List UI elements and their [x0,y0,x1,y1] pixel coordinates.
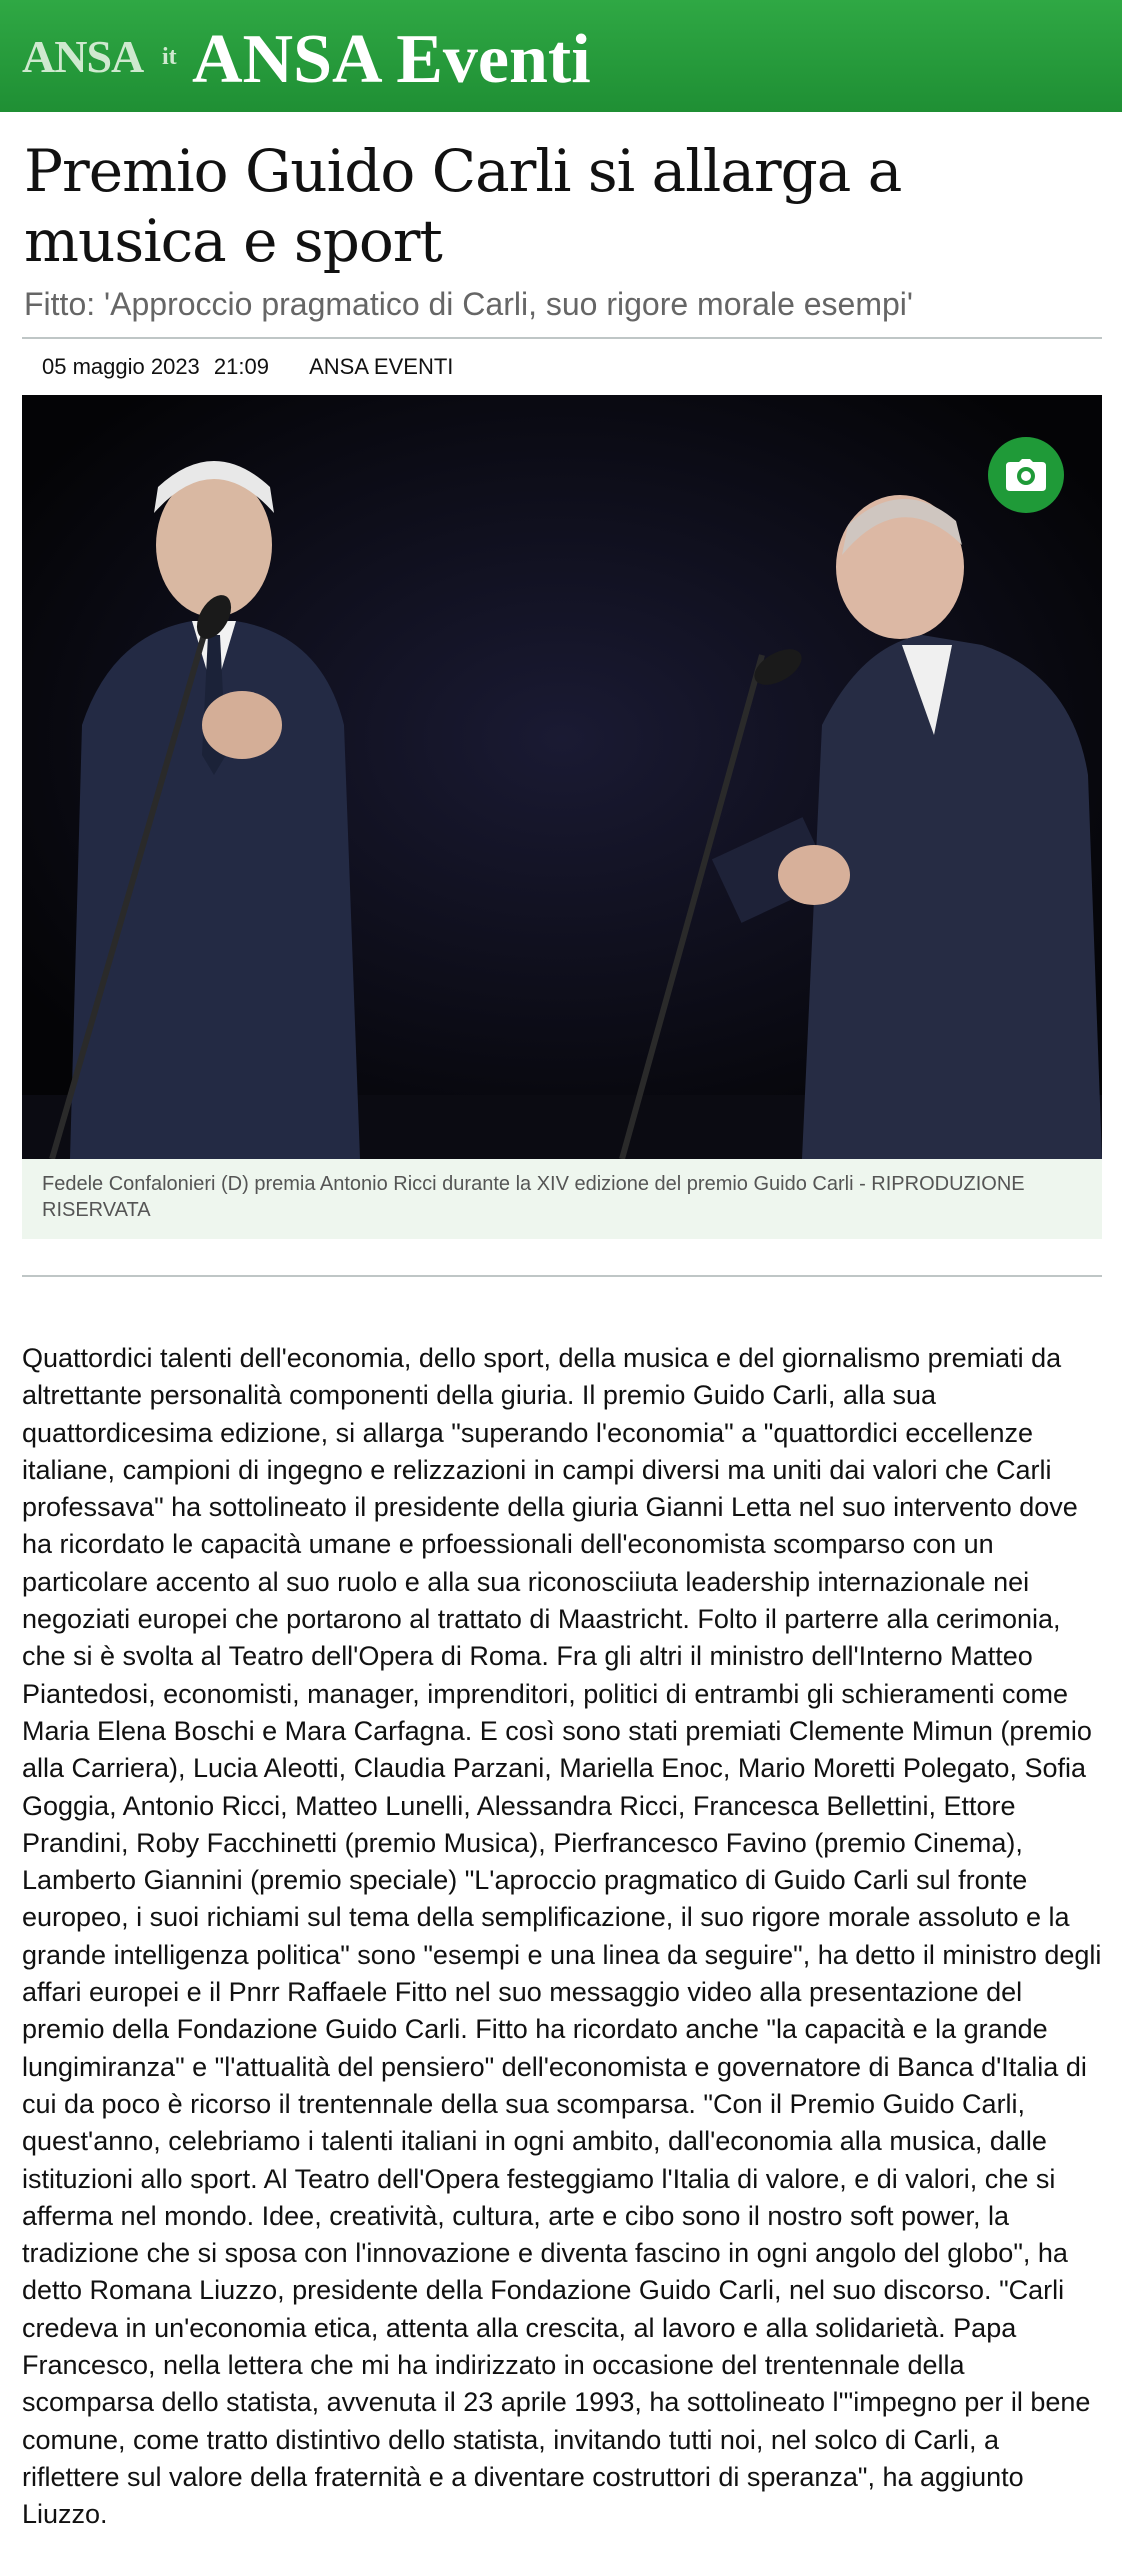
article-date: 05 maggio 2023 [42,354,200,379]
article-title: Premio Guido Carli si allarga a musica e sport [24,137,902,275]
camera-icon [1006,459,1046,491]
divider [22,1275,1102,1277]
site-title[interactable]: ANSA Eventi [192,21,591,98]
photo-caption: Fedele Confalonieri (D) premia Antonio Ricci durante la XIV edizione del premio Guido Carli - RIPRODUZIONE RISERVATA [22,1159,1102,1239]
camera-button[interactable] [988,437,1064,513]
article-photo[interactable] [22,395,1102,1159]
article-meta [42,354,461,380]
article-body: Quattordici talenti dell'economia, dello sport, della musica e del giornalismo premiati da altrettante personalità componenti della giuria. Il premio Guido Carli, alla sua quattordicesima edizione, si allarga "superando l'economia" a "quattordici eccellenze italiane, campioni di ingegno e relizzazioni in campi diversi ma uniti dai valori che Carli professava" ha sottolineato il presidente della giuria Gianni Letta nel suo intervento dove ha ricordato le capacità umane e prfoessionali dell'economista scomparso con un particolare accento al suo ruolo e alla sua riconosciiuta leadership internazionale nei negoziati europei che portarono al trattato di Maastricht. Folto il parterre alla cerimonia, che si è svolta al Teatro dell'Opera di Roma. Fra gli altri il ministro dell'Interno Matteo Piantedosi, economisti, manager, imprenditori, politici di entrambi gli schieramenti come Maria Elena Boschi e Mara Carfagna. E così sono stati premiati Clemente Mimun (premio alla Carriera), Lucia Aleotti, Claudia Parzani, Mariella Enoc, Mario Moretti Polegato, Sofia Goggia, Antonio Ricci, Matteo Lunelli, Alessandra Ricci, Francesca Bellettini, Ettore Prandini, Roby Facchinetti (premio Musica), Pierfrancesco Favino (premio Cinema), Lamberto Giannini (premio speciale) "L'aproccio pragmatico di Guido Carli sul fronte europeo, i suoi richiami sul tema della semplificazione, il suo rigore morale assoluto e la grande intelligenza politica" sono "esempi e una linea da seguire", ha detto il ministro degli affari europei e il Pnrr Raffaele Fitto nel suo messaggio video alla presentazione del premio della Fondazione Guido Carli. Fitto ha ricordato anche "la capacità e la grande lungimiranza" e "l'attualità del pensiero" dell'economista e governatore di Banca d'Italia di cui da poco è ricorso il trentennale della sua scomparsa. "Con il Premio Guido Carli, quest'anno, celebriamo i talenti italiani in ogni ambito, dall'economia alla musica, dalle istituzioni allo sport. Al Teatro dell'Opera festeggiamo l'Italia di valore, e di valori, che si afferma nel mondo. Idee, creatività, cultura, arte e cibo sono il nostro soft power, la tradizione che si sposa con l'innovazione e diventa fascino in ogni angolo del globo", ha detto Romana Liuzzo, presidente della Fondazione Guido Carli, nel suo discorso. "Carli credeva in un'economia etica, attenta alla crescita, al lavoro e alla solidarietà. Papa Francesco, nella lettera che mi ha indirizzato in occasione del trentennale della scomparsa dello statista, avvenuta il 23 aprile 1993, ha sottolineato l'"impegno per il bene comune, come tratto distintivo dello statista, invitando tutti noi, nel solco di Carli, a riflettere sul valore della fraternità e a diventare costruttori di speranza", ha aggiunto Liuzzo. [22,1343,1102,2530]
ansa-logo-it[interactable]: it [162,44,177,70]
divider [22,337,1102,339]
photo-illustration [22,395,1102,1159]
article-subtitle: Fitto: 'Approccio pragmatico di Carli, suo rigore morale esempi' [24,286,914,322]
article-time: 21:09 [213,354,269,379]
ansa-logo[interactable]: ANSA [22,31,144,82]
article-source[interactable]: ANSA EVENTI [309,354,454,379]
site-header [0,0,1122,112]
